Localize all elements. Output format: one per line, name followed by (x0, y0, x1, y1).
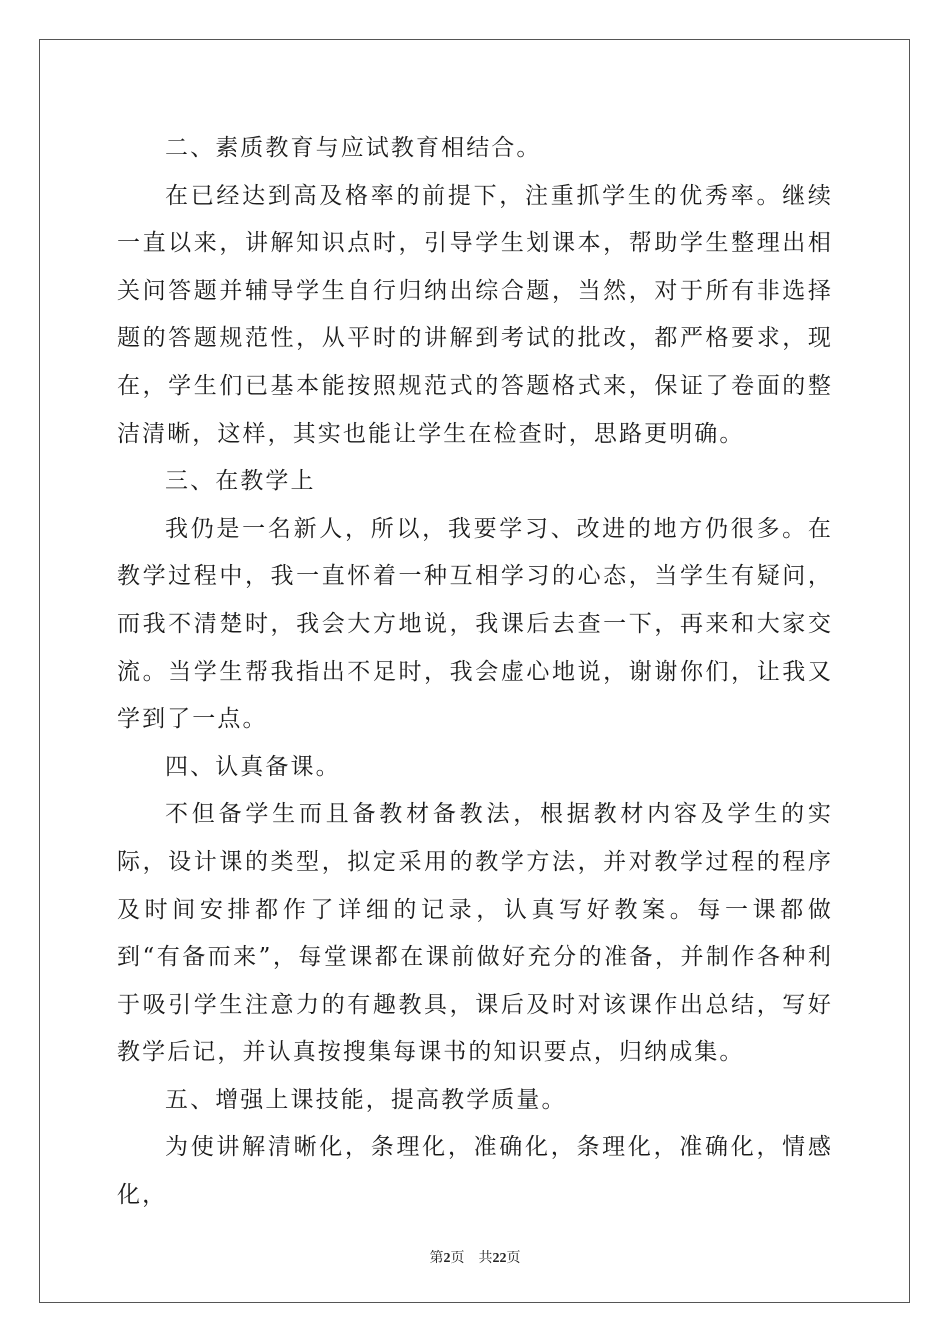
document-body (117, 125, 833, 1220)
total-suffix: 页 (506, 1251, 521, 1266)
page-suffix: 页 (450, 1251, 465, 1266)
page-prefix: 第 (429, 1251, 444, 1266)
paragraph: 不但备学生而且备教材备教法，根据教材内容及学生的实际，设计课的类型，拟定采用的教学方法，并对教学过程的程序及时间安排都作了详细的记录，认真写好教案。每一课都做到“有备而来”，每堂课都在课前做好充分的准备，并制作各种利于吸引学生注意力的有趣教具，课后及时对该课作出总结，写好教学后记，并认真按搜集每课书的知识要点，归纳成集。 (117, 801, 833, 1066)
heading-4: 四、认真备课。 (165, 753, 341, 780)
heading-3: 三、在教学上 (165, 468, 316, 495)
page-footer (0, 1247, 950, 1267)
heading-2: 二、素质教育与应试教育相结合。 (165, 135, 542, 161)
heading-5: 五、增强上课技能，提高教学质量。 (165, 1086, 567, 1113)
total-prefix: 共 (478, 1251, 493, 1266)
paragraph: 为使讲解清晰化，条理化，准确化，条理化，准确化，情感化， (117, 1134, 833, 1209)
page-number: 2 (443, 1251, 451, 1266)
total-pages: 22 (492, 1251, 507, 1266)
paragraph: 我仍是一名新人，所以，我要学习、改进的地方仍很多。在教学过程中，我一直怀着一种互相学习的心态，当学生有疑问，而我不清楚时，我会大方地说，我课后去查一下，再来和大家交流。当学生帮我指出不足时，我会虚心地说，谢谢你们，让我又学到了一点。 (117, 515, 833, 733)
paragraph: 在已经达到高及格率的前提下，注重抓学生的优秀率。继续一直以来，讲解知识点时，引导学生划课本，帮助学生整理出相关问答题并辅导学生自行归纳出综合题，当然，对于所有非选择题的答题规范性，从平时的讲解到考试的批改，都严格要求，现在，学生们已基本能按照规范式的答题格式来，保证了卷面的整洁清晰，这样，其实也能让学生在检查时，思路更明确。 (117, 182, 833, 447)
